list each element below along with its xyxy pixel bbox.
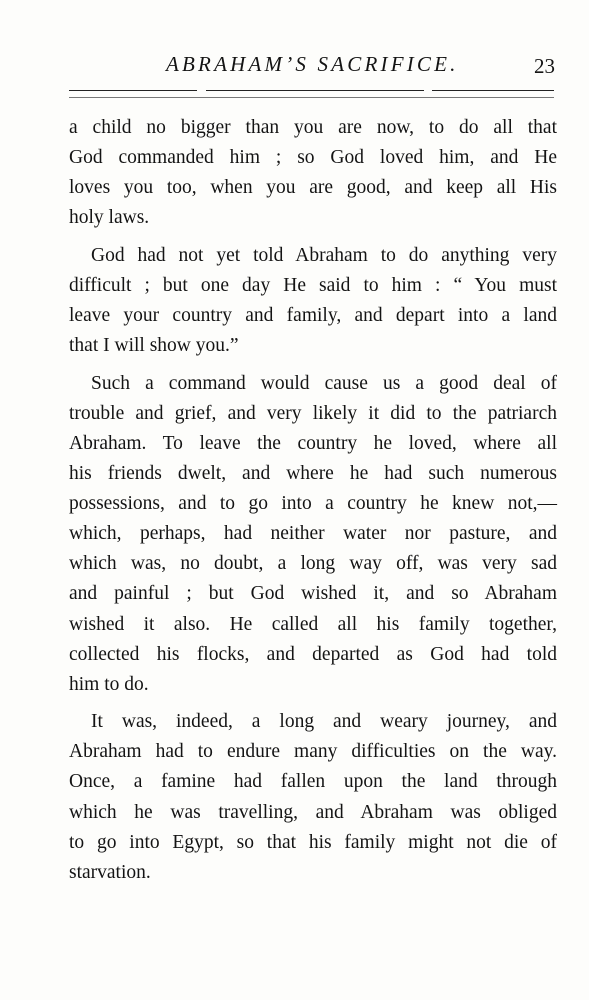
- text-line: wished it also. He called all his family together,: [69, 613, 557, 635]
- text-line: Abraham had to endure many difficulties on the way.: [69, 741, 557, 763]
- text-line: God commanded him ; so God loved him, and He: [69, 147, 557, 169]
- paragraph-gap: [69, 361, 557, 369]
- text-line: collected his flocks, and departed as God had told: [69, 643, 557, 665]
- text-line: starvation.: [69, 861, 151, 883]
- paragraph: [69, 241, 557, 361]
- paragraph: [69, 707, 557, 888]
- text-line: which, perhaps, had neither water nor pasture, and: [69, 523, 557, 545]
- text-line: Abraham. To leave the country he loved, where all: [69, 432, 557, 454]
- text-line: God had not yet told Abraham to do anything very: [91, 244, 557, 266]
- header-rule-thin: [69, 97, 554, 98]
- text-line: Such a command would cause us a good deal of: [91, 372, 557, 394]
- running-title: ABRAHAM’S SACRIFICE.: [166, 52, 459, 76]
- header-rule-middle: [206, 90, 424, 91]
- text-line: trouble and grief, and very likely it did to the patriarch: [69, 402, 557, 424]
- text-line: that I will show you.”: [69, 335, 239, 357]
- paragraph: [69, 113, 557, 233]
- header-rule-right: [432, 90, 554, 91]
- text-line: It was, indeed, a long and weary journey, and: [91, 711, 557, 733]
- text-line: to go into Egypt, so that his family might not die of: [69, 831, 557, 853]
- text-line: difficult ; but one day He said to him : “ You must: [69, 274, 557, 296]
- text-line: him to do.: [69, 673, 149, 695]
- page-number: 23: [534, 54, 555, 78]
- paragraph-gap: [69, 233, 557, 241]
- paragraph: [69, 369, 557, 700]
- text-line: loves you too, when you are good, and keep all His: [69, 177, 557, 199]
- text-line: which he was travelling, and Abraham was obliged: [69, 801, 557, 823]
- text-line: possessions, and to go into a country he knew not,—: [69, 493, 557, 515]
- paragraph-gap: [69, 700, 557, 708]
- header-rule-left: [69, 90, 197, 91]
- text-line: holy laws.: [69, 207, 150, 229]
- body-text: [69, 113, 557, 888]
- text-line: a child no bigger than you are now, to do all that: [69, 117, 557, 138]
- text-line: his friends dwelt, and where he had such numerous: [69, 463, 557, 485]
- text-line: and painful ; but God wished it, and so Abraham: [69, 583, 557, 605]
- text-line: which was, no doubt, a long way off, was very sad: [69, 553, 557, 575]
- text-line: Once, a famine had fallen upon the land through: [69, 771, 557, 793]
- text-line: leave your country and family, and depart into a land: [69, 305, 557, 327]
